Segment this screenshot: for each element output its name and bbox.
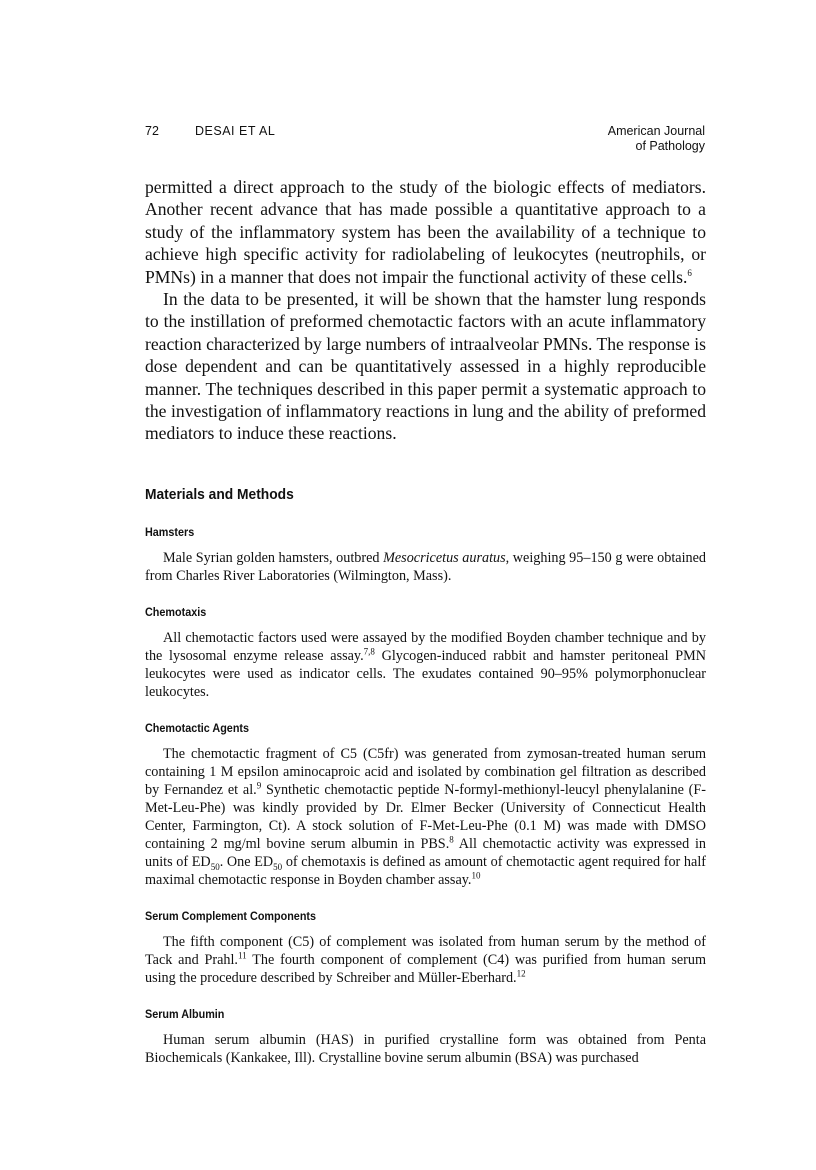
chemotactic-agents-section — [145, 721, 706, 889]
introduction-text — [145, 176, 706, 445]
albumin-paragraph: Human serum albumin (HAS) in purified crystalline form was obtained from Penta Biochemicals (Kankakee, Ill). Crystalline bovine serum albumin (BSA) was purchased — [145, 1032, 706, 1066]
subscript: 50 — [210, 861, 220, 872]
reference: 8 — [449, 834, 454, 845]
reference: 11 — [237, 950, 247, 961]
subsection-title: Serum Albumin — [145, 1007, 225, 1021]
subsection-title: Chemotactic Agents — [145, 721, 250, 735]
hamsters-section — [145, 525, 706, 585]
species-name: Mesocricetus auratus — [383, 550, 506, 566]
chemotaxis-paragraph: All chemotactic factors used were assayed by the modified Boyden chamber technique and by the lysosomal enzyme release assay.$^{7,8}$ Glycogen-induced rabbit and hamster peritoneal PMN leukocytes were used as indicator cells. The exudates contained 90–95% polymorphonuclear leukocytes. — [145, 630, 706, 700]
complement-paragraph: The fifth component (C5) of complement was isolated from human serum by the method of Tack and Prahl.$^{11}$ The fourth component of complement (C4) was purified from human serum using the procedure described by Schreiber and Müller-Eberhard.$^{12}$ — [145, 934, 706, 986]
journal-title-line1: American Journal — [607, 124, 705, 138]
materials-and-methods — [145, 486, 706, 1087]
reference: 12 — [516, 968, 526, 979]
hamsters-paragraph: Male Syrian golden hamsters, outbred Mesocricetus auratus, weighing 95–150 g were obtained from Charles River Laboratories (Wilmington, Mass). — [145, 550, 707, 584]
albumin-section — [145, 1007, 706, 1067]
subsection-title: Serum Complement Components — [145, 909, 317, 923]
chemotactic-agents-paragraph: The chemotactic fragment of C5 (C5fr) was generated from zymosan-treated human serum containing 1 M epsilon aminocaproic acid and isolated by combination gel filtration as described by Fernandez et al.$^9$ Synthetic chemotactic peptide N-formyl-methionyl-leucyl phenylalanine (F-Met-Leu-Phe) was kindly provided by Dr. Elmer Becker (University of Connecticut Health Center, Farmington, Ct). A stock solution of F-Met-Leu-Phe (0.1 M) was made with DMSO containing 2 mg/ml bovine serum albumin in PBS.$^8$ All chemotactic activity was expressed in units of $ED_{50}$. One $ED_{50}$ of chemotaxis is defined as amount of chemotactic agent required for half maximal chemotactic response in Boyden chamber assay.$^{10}$ — [145, 746, 706, 888]
intro-paragraph-2: In the data to be presented, it will be shown that the hamster lung responds to the instillation of preformed chemotactic factors with an acute inflammatory reaction characterized by large numbers of intraalveolar PMNs. The response is dose dependent and can be quantitatively assessed in a highly reproducible manner. The techniques described in this paper permit a systematic approach to the investigation of inflammatory reactions in lung and the ability of preformed mediators to induce these reactions. — [145, 289, 706, 444]
reference-6: 6 — [687, 267, 692, 278]
journal-title — [608, 124, 705, 154]
subscript: 50 — [273, 861, 283, 872]
complement-section — [145, 909, 706, 987]
chemotaxis-section — [145, 605, 706, 701]
reference: 10 — [471, 870, 481, 881]
subsection-title: Hamsters — [145, 525, 195, 539]
running-head: DESAI ET AL — [195, 124, 276, 138]
page-number: 72 — [145, 124, 159, 138]
section-heading: Materials and Methods — [145, 486, 294, 503]
intro-paragraph-1: permitted a direct approach to the study of the biologic effects of mediators. Another recent advance that has made possible a quantitative approach to a study of the inflammatory system has been the availability of a technique to achieve high specific activity for radiolabeling of leukocytes (neutrophils, or PMNs) in a manner that does not impair the functional activity of these cells.$^6$ — [145, 177, 706, 287]
reference: 7,8 — [363, 646, 375, 657]
subsection-title: Chemotaxis — [145, 605, 207, 619]
reference: 9 — [256, 780, 262, 791]
page-header — [145, 124, 705, 164]
journal-title-line2: of Pathology — [635, 139, 705, 153]
